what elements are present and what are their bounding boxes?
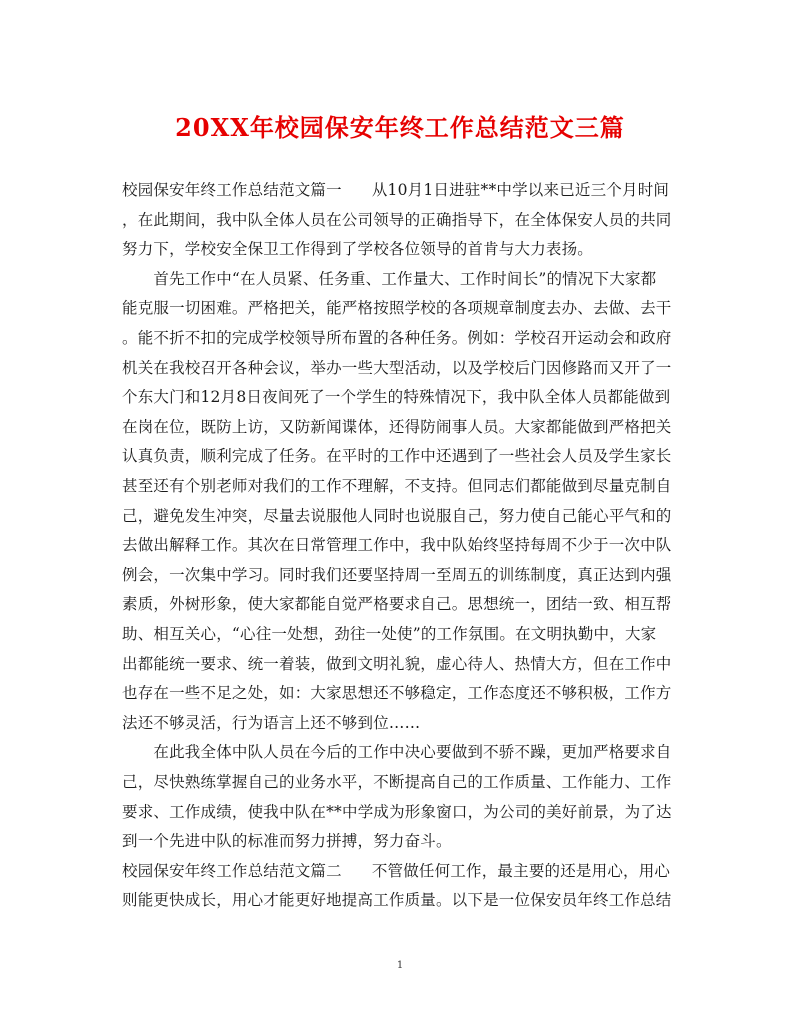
body-text: 己，避免发生冲突，尽量去说服他人同时也说服自己，努力使自己能心平气和的 — [122, 506, 672, 525]
body-text: 在此我全体中队人员在今后的工作中决心要做到不骄不躁，更加严格要求自 — [122, 743, 672, 762]
body-text: 素质，外树形象，使大家都能自觉严格要求自己。思想统一，团结一致、相互帮 — [122, 595, 672, 614]
text-line — [122, 770, 682, 792]
text-line — [122, 356, 682, 378]
body-text: 努力下，学校安全保卫工作得到了学校各位领导的首肯与大力表扬。 — [122, 240, 594, 259]
text-line — [122, 474, 682, 496]
text-line — [122, 563, 682, 585]
body-text: 机关在我校召开各种会议，举办一些大型活动，以及学校后门因修路而又开了一 — [122, 358, 672, 377]
body-text: 能克服一切困难。严格把关，能严格按照学校的各项规章制度去办、去做、去干 — [122, 299, 672, 318]
text-line — [122, 504, 682, 526]
body-text: 要求、工作成绩，使我中队在**中学成为形象窗口，为公司的美好前景，为了达 — [122, 802, 672, 821]
text-line — [122, 711, 682, 733]
page-number: 1 — [396, 960, 404, 971]
body-text: ，在此期间，我中队全体人员在公司领导的正确指导下，在全体保安人员的共同 — [122, 210, 672, 229]
text-line — [122, 178, 682, 200]
text-line — [122, 652, 682, 674]
body-text: 到一个先进中队的标准而努力拼搏，努力奋斗。 — [122, 832, 452, 851]
text-line — [122, 267, 682, 289]
body-text: 去做出解释工作。其次在日常管理工作中，我中队始终坚持每周不少于一次中队 — [122, 536, 672, 555]
text-line — [122, 681, 682, 703]
section-heading: 校园保安年终工作总结范文篇一 — [122, 181, 342, 199]
text-line — [122, 533, 682, 555]
text-line — [122, 296, 682, 318]
text-line — [122, 326, 682, 348]
body-text: 例会，一次集中学习。同时我们还要坚持周一至周五的训练制度，真正达到内强 — [122, 565, 672, 584]
text-line — [122, 622, 682, 644]
body-text: 。能不折不扣的完成学校领导所布置的各种任务。例如：学校召开运动会和政府 — [122, 329, 672, 347]
body-text: 甚至还有个别老师对我们的工作不理解，不支持。但同志们都能做到尽量克制自 — [122, 477, 672, 495]
text-line — [122, 385, 682, 407]
section-heading: 校园保安年终工作总结范文篇二 — [122, 861, 342, 880]
body-text: 助、相互关心，“心往一处想，劲往一处使”的工作氛围。在文明执勤中，大家 — [122, 625, 657, 643]
text-line — [122, 444, 682, 466]
body-text: 认真负责，顺利完成了任务。在平时的工作中还遇到了一些社会人员及学生家长 — [122, 447, 672, 466]
body-text: 法还不够灵活，行为语言上还不够到位…… — [122, 713, 421, 732]
text-line — [122, 859, 682, 881]
text-line — [122, 237, 682, 259]
body-text: 己，尽快熟练掌握自己的业务水平，不断提高自己的工作质量、工作能力、工作 — [122, 773, 672, 791]
body-text: 从10月1日进驻**中学以来已近三个月时间 — [371, 181, 670, 199]
body-text: 则能更快成长，用心才能更好地提高工作质量。以下是一位保安员年终工作总结 — [122, 891, 672, 910]
body-text: 在岗在位，既防上访，又防新闻谍体，还得防闹事人员。大家都能做到严格把关 — [122, 417, 672, 436]
text-line — [122, 592, 682, 614]
text-line — [122, 740, 682, 762]
body-text: 个东大门和12月8日夜间死了一个学生的特殊情况下，我中队全体人员都能做到 — [122, 388, 671, 407]
text-line — [122, 415, 682, 437]
body-text: 也存在一些不足之处，如：大家思想还不够稳定，工作态度还不够积极，工作方 — [122, 684, 672, 703]
text-line — [122, 800, 682, 822]
body-text: 首先工作中“在人员紧、任务重、工作量大、工作时间长”的情况下大家都 — [122, 269, 657, 288]
text-line — [122, 208, 682, 230]
body-text: 不管做任何工作，最主要的还是用心，用心 — [371, 861, 671, 880]
text-line — [122, 888, 682, 910]
text-line — [122, 829, 682, 851]
body-text: 出都能统一要求、统一着装，做到文明礼貌，虚心待人、热情大方，但在工作中 — [122, 654, 672, 673]
document-title: 20XX年校园保安年终工作总结范文三篇 — [175, 113, 625, 142]
